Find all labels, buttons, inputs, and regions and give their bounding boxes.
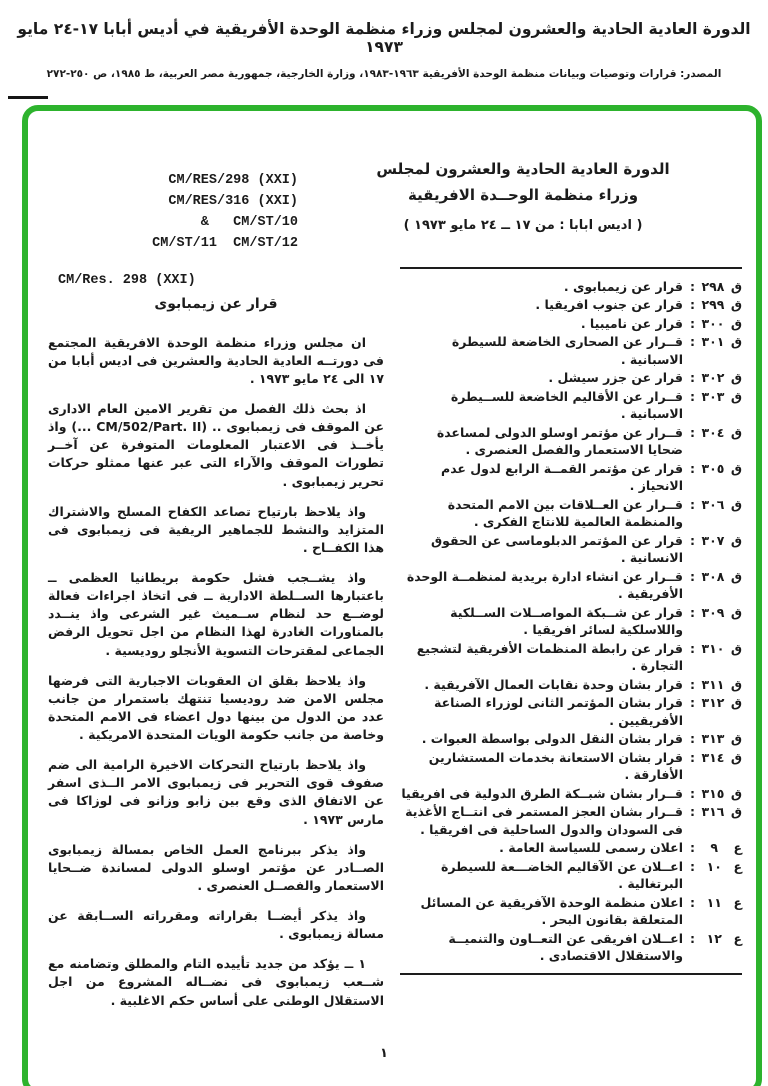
index-bottom-rule [400,973,742,975]
resolution-number: ق ٣١٦ : [690,804,742,820]
resolution-index-item [400,749,742,784]
resolution-paragraphs [48,334,384,1010]
reference-code-line: CM/RES/298 (XXI) [168,173,298,188]
scan-artifact-line [8,96,48,99]
resolution-index-text: قــرار عن الصحارى الخاضعة للسيطرة الاسبانية . [451,334,683,367]
resolution-number: ق ٣٠٤ : [690,424,742,440]
resolution-index-item [400,803,742,838]
resolution-index-text: اعــلان افريقى عن التعــاون والتنميــة والاستقلال الاقتصادى . [448,930,683,964]
resolution-number: ق ٣١٤ : [690,749,742,765]
resolution-index-item [400,278,742,296]
resolution-number: ق ٣١٢ : [690,695,742,711]
reference-codes [48,157,298,255]
resolution-paragraph: ١ ــ يؤكد من جديد تأييده التام والمطلق وتضامنه مع شــعب زيمبابوى فى نضــاله المشروع من اجل الاستقلال الوطنى على أساس حكم الاغلبية . [48,956,384,1008]
resolution-number: ق ٣١١ : [690,676,742,692]
resolutions-index [400,267,742,1022]
resolution-index-text: قرار عن المؤتمر الدبلوماسى عن الحقوق الانسانية . [430,532,683,566]
resolution-index-text: قــرار عن مؤتمر اوسلو الدولى لمساعدة ضحايا الاستعمار والفصل العنصرى . [436,424,683,458]
page-header [0,20,768,80]
resolution-body [48,267,384,1022]
resolution-index-text: اعلان منظمة الوحدة الآفريقية عن المسائل المتعلقة بقانون البحر . [420,894,683,928]
resolution-index-item [400,604,742,639]
resolution-number: ق ٣١٣ : [690,731,742,747]
resolution-paragraph: واذ يذكر ببرنامج العمل الخاص بمسالة زيمبابوى الصــادر عن مؤتمر اوسلو الدولى لمساندة ضــحايا الاستعمار والفصــل العنصرى . [48,841,384,893]
resolution-index-text: قــرار بشان شبــكة الطرق الدولية فى افريقيا [401,785,683,801]
resolution-number: ق ٣٠٠ : [690,315,742,331]
resolution-index-item [400,424,742,459]
resolution-index-text: قرار عن جنوب افريقيا . [535,297,683,313]
resolution-paragraph: اذ بحث ذلك الفصل من تقرير الامين العام الادارى عن الموقف فى زيمبابوى .. (CM/502/Part. II ...) واذ يأخــذ فى الاعتبار المعلومات المتوفرة عن آخــر تطورات الموقف والآراء التى عبر عنها ممثلو حركات تحرير زيمبابوى . [48,401,384,489]
session-title [298,157,742,233]
reference-code-line: & CM/ST/10 [200,214,298,230]
header-source-line: المصدر: قرارات وتوصيات وبيانات منظمة الوحدة الأفريقية ١٩٦٣-١٩٨٣، وزارة الخارجية، جمهورية مصر العربية، ط ١٩٨٥، ص ٢٥٠-٢٧٢ [46,68,722,80]
resolution-number: ق ٢٩٩ : [690,297,742,313]
resolution-paragraph: واذ يلاحظ بقلق ان العقوبات الاجبارية التى فرضها مجلس الامن ضد روديسيا تنتهك باستمرار من جانب عدد من الدول من بينها دول اعضاء فى الامم المتحدة وخاصة من جانب حكومة الويات المتحدة الامريكية . [48,672,384,743]
resolution-number: ع ١٠ : [690,858,742,874]
resolution-index-text: قرار عن رابطة المنظمات الأفريقية لتشجيع التجارة . [416,640,683,674]
resolution-index-item [400,894,742,929]
resolution-number: ق ٣٠١ : [690,334,742,350]
resolution-index-text: قــرار عن انشاء ادارة بريدية لمنظمــة الوحدة الأفريقية . [406,568,683,602]
resolution-index-text: قرار عن شــبكة المواصــلات الســلكية واللاسلكية لسائر افريقيا . [450,604,683,638]
content-columns [48,267,742,1022]
resolution-index-text: قرار عن مؤتمر القمــة الرابع لدول عدم الانحياز . [441,460,683,494]
resolution-number: ق ٣٠٢ : [690,370,742,386]
resolution-index-item [400,568,742,603]
resolution-paragraph: واذ يذكر أيضــا بقراراته ومقرراته الســابقة عن مسالة زيمبابوى . [48,908,384,942]
resolution-index-text: قرار بشان وحدة نقابات العمال الآفريقية . [424,676,683,692]
resolution-index-text: اعــلان عن الآقاليم الخاضـــعة للسيطرة البرتغالية . [441,858,683,892]
resolution-index-item [400,296,742,314]
resolution-number: ع ٩ : [690,840,742,856]
resolution-number: ق ٣٠٩ : [690,604,742,620]
session-title-line1: الدورة العادية الحادية والعشرون لمجلس [376,160,670,178]
session-title-line3: ( اديس ابابا : من ١٧ ــ ٢٤ مايو ١٩٧٣ ) [403,218,643,233]
resolutions-list [400,278,742,965]
resolution-index-text: قــرار بشان العجز المستمر فى انتــاج الأغذية فى السودان والدول الساحلية فى افريقيا . [405,804,683,837]
resolution-number: ع ١١ : [690,894,742,910]
resolution-index-item [400,785,742,803]
resolution-number: ق ٣٠٦ : [690,496,742,512]
resolution-number: ق ٣٠٨ : [690,568,742,584]
resolution-number: ق ٢٩٨ : [690,278,742,294]
resolution-index-item [400,640,742,675]
resolution-index-item [400,694,742,729]
resolution-index-text: قرار بشان المؤتمر الثانى لوزراء الصناعة الأفريقيين . [434,695,683,728]
resolution-index-item [400,496,742,531]
resolution-index-item [400,930,742,965]
page-number: ١ [380,1046,388,1061]
resolution-index-text: اعلان رسمى للسياسة العامة . [499,840,683,856]
resolution-title: قرار عن زيمبابوى [154,295,278,312]
resolution-index-item [400,858,742,893]
resolution-ref-code: CM/Res. 298 (XXI) [58,272,196,288]
resolution-index-item [400,730,742,748]
resolution-index-item [400,532,742,567]
resolution-paragraph: واذ يلاحظ بارتياح التحركات الاخيرة الرامية الى ضم صفوف قوى التحرير فى زيمبابوى الامر الــذى اسفر عن الاتفاق الذى وقع بين زابو وزانو فى لوزاكا فى مارس ١٩٧٣ . [48,757,384,827]
resolution-index-text: قرار بشان الاستعانة بخدمات المستشارين الأفارقة . [428,749,683,783]
document-header [48,157,742,255]
resolution-paragraph: واذ يلاحظ بارتياح تصاعد الكفاح المسلح والاشتراك المتزايد والنشط للجماهير الريفية فى زيمبابوى فى هذا الكفــاح . [48,503,384,555]
reference-code-line: CM/ST/11 CM/ST/12 [152,235,298,251]
resolution-number: ق ٣٠٣ : [690,388,742,404]
resolution-index-text: قرار عن ناميبيا . [580,315,683,331]
resolution-index-text: قرار عن زيمبابوى . [563,278,683,294]
resolution-index-item [400,676,742,694]
resolution-number: ق ٣١٠ : [690,640,742,656]
resolution-index-item [400,333,742,368]
resolution-index-text: قــرار عن الأقاليم الخاضعة للســيطرة الاسبانية . [450,388,683,422]
resolution-index-item [400,315,742,333]
resolution-paragraph: ان مجلس وزراء منظمة الوحدة الافريقية المجتمع فى دورتــه العادية الحادية والعشرين فى اديس أبابا من ١٧ الى ٢٤ مايو ١٩٧٣ . [48,334,384,386]
header-title: الدورة العادية الحادية والعشرون لمجلس وزراء منظمة الوحدة الأفريقية في أديس أبابا ١٧-٢٤ مايو ١٩٧٣ [17,20,751,56]
session-title-line2: وزراء منظمة الوحــدة الافريقية [407,185,639,204]
reference-code-line: CM/RES/316 (XXI) [168,193,298,209]
resolution-number: ق ٣١٥ : [690,785,742,801]
resolution-number: ق ٣٠٥ : [690,460,742,476]
resolution-index-item [400,369,742,387]
index-top-rule [400,267,742,269]
resolution-paragraph: واذ يشــجب فشل حكومة بريطانيا العظمى ــ باعتبارها الســلطة الادارية ــ فى اتخاذ اجراءات فعالة لوضــع حد لنظام ســميث غير الشرعى واذ ينــدد بالمناورات الغادرة لهذا النظام من اجل تحويل الرفض الجماعى لمقترحات التسوية الأنجلو روديسية . [48,570,384,658]
resolution-number: ع ١٢ : [690,930,742,946]
resolution-index-text: قرار عن جزر سيشل . [548,370,683,386]
resolution-index-text: قرار بشان النقل الدولى بواسطة العبوات . [421,731,683,747]
resolution-number: ق ٣٠٧ : [690,532,742,548]
resolution-index-item [400,388,742,423]
document-frame [22,105,762,1086]
resolution-index-text: قــرار عن العــلاقات بين الامم المتحدة والمنظمة العالمية للانتاج الفكرى . [447,496,683,530]
resolution-index-item [400,460,742,495]
resolution-index-item [400,839,742,857]
